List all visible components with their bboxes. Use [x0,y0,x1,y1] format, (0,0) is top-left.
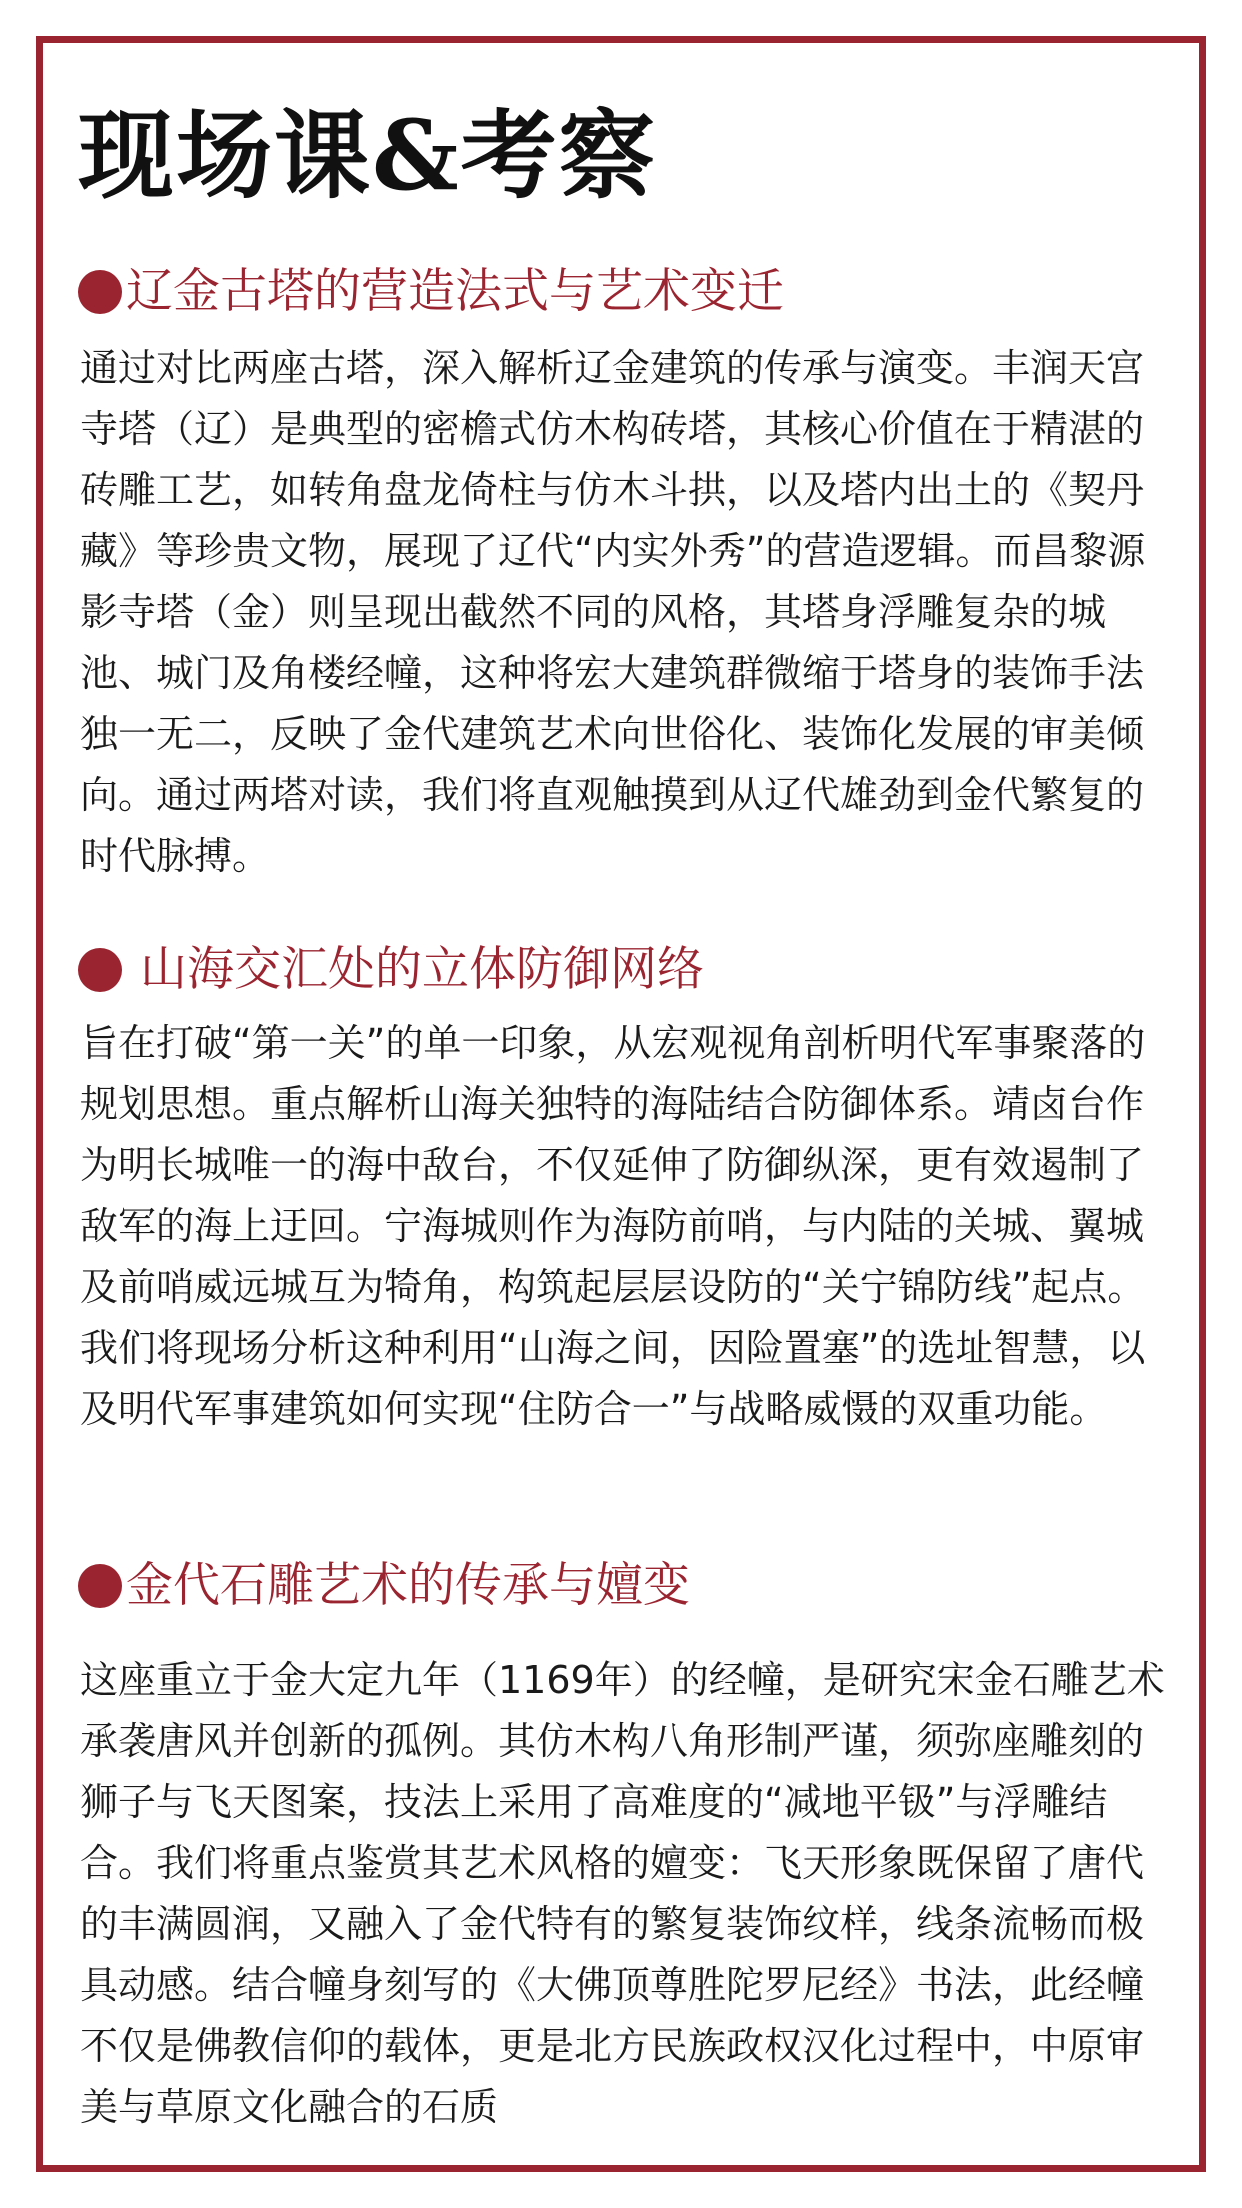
bullet-dot-icon [78,1564,122,1608]
section-heading-3 [78,1556,690,1616]
bullet-dot-icon [78,270,122,314]
section-heading-1 [78,262,784,322]
section-heading-label: 金代石雕艺术的传承与嬗变 [126,1558,690,1613]
section-heading-label: 山海交汇处的立体防御网络 [140,942,704,997]
section-body-3: 这座重立于金大定九年（1169年）的经幢，是研究宋金石雕艺术承袭唐风并创新的孤例。其仿木构八角形制严谨，须弥座雕刻的狮子与飞天图案，技法上采用了高难度的“减地平钑”与浮雕结合。我们将重点鉴赏其艺术风格的嬗变：飞天形象既保留了唐代的丰满圆润，又融入了金代特有的繁复装饰纹样，线条流畅而极具动感。结合幢身刻写的《大佛顶尊胜陀罗尼经》书法，此经幢不仅是佛教信仰的载体，更是北方民族政权汉化过程中，中原审美与草原文化融合的石质 [80,1658,1165,2129]
section-body-2: 旨在打破“第一关”的单一印象，从宏观视角剖析明代军事聚落的规划思想。重点解析山海关独特的海陆结合防御体系。靖卤台作为明长城唯一的海中敌台，不仅延伸了防御纵深，更有效遏制了敌军的海上迂回。宁海城则作为海防前哨，与内陆的关城、翼城及前哨威远城互为犄角，构筑起层层设防的“关宁锦防线”起点。我们将现场分析这种利用“山海之间，因险置塞”的选址智慧，以及明代军事建筑如何实现“住防合一”与战略威慑的双重功能。 [80,1021,1146,1431]
section-heading-2 [78,940,704,1000]
section-heading-label: 辽金古塔的营造法式与艺术变迁 [126,264,784,319]
section-body-1: 通过对比两座古塔，深入解析辽金建筑的传承与演变。丰润天宫寺塔（辽）是典型的密檐式仿木构砖塔，其核心价值在于精湛的砖雕工艺，如转角盘龙倚柱与仿木斗拱，以及塔内出土的《契丹藏》等珍贵文物，展现了辽代“内实外秀”的营造逻辑。而昌黎源影寺塔（金）则呈现出截然不同的风格，其塔身浮雕复杂的城池、城门及角楼经幢，这种将宏大建筑群微缩于塔身的装饰手法独一无二，反映了金代建筑艺术向世俗化、装饰化发展的审美倾向。通过两塔对读，我们将直观触摸到从辽代雄劲到金代繁复的时代脉搏。 [80,346,1146,878]
bullet-dot-icon [78,948,122,992]
page-title: 现场课&考察 [78,99,657,212]
